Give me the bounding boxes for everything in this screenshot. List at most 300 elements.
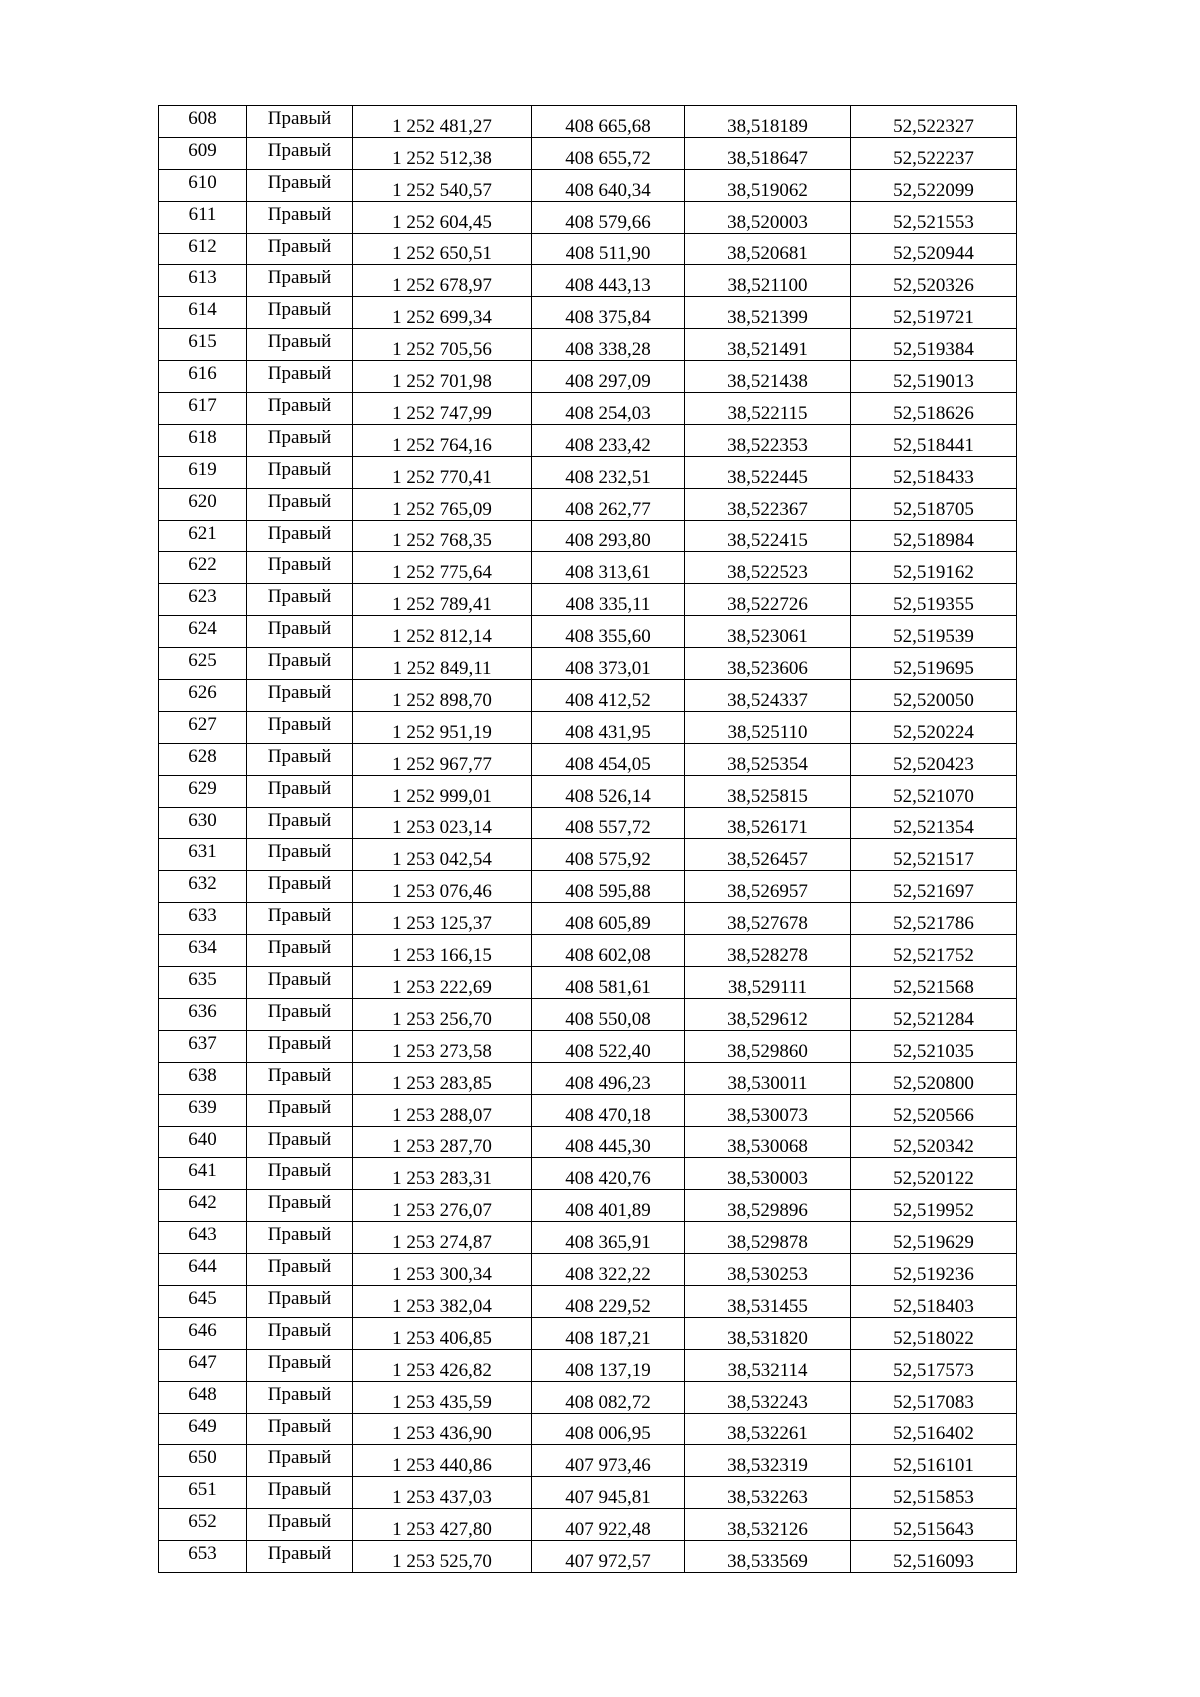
x-coordinate-cell: 1 253 023,14: [353, 807, 532, 839]
point-number-cell: 633: [159, 903, 247, 935]
table-row: [159, 456, 1017, 488]
latitude-cell: 52,521284: [851, 998, 1017, 1030]
longitude-cell: 38,518647: [685, 137, 851, 169]
longitude-cell: 38,532114: [685, 1349, 851, 1381]
latitude-cell: 52,519162: [851, 552, 1017, 584]
y-coordinate-cell: 408 232,51: [532, 456, 685, 488]
x-coordinate-cell: 1 253 125,37: [353, 903, 532, 935]
x-coordinate-cell: 1 253 436,90: [353, 1413, 532, 1445]
y-coordinate-cell: 408 262,77: [532, 488, 685, 520]
point-number-cell: 630: [159, 807, 247, 839]
x-coordinate-cell: 1 252 604,45: [353, 201, 532, 233]
bank-side-cell: Правый: [247, 1158, 353, 1190]
table-row: [159, 935, 1017, 967]
bank-side-cell: Правый: [247, 456, 353, 488]
longitude-cell: 38,526957: [685, 871, 851, 903]
x-coordinate-cell: 1 252 775,64: [353, 552, 532, 584]
longitude-cell: 38,522415: [685, 520, 851, 552]
bank-side-cell: Правый: [247, 297, 353, 329]
longitude-cell: 38,524337: [685, 680, 851, 712]
latitude-cell: 52,520050: [851, 680, 1017, 712]
latitude-cell: 52,522327: [851, 106, 1017, 138]
point-number-cell: 620: [159, 488, 247, 520]
x-coordinate-cell: 1 253 276,07: [353, 1190, 532, 1222]
latitude-cell: 52,515643: [851, 1509, 1017, 1541]
table-row: [159, 839, 1017, 871]
longitude-cell: 38,532126: [685, 1509, 851, 1541]
bank-side-cell: Правый: [247, 393, 353, 425]
bank-side-cell: Правый: [247, 1126, 353, 1158]
longitude-cell: 38,531820: [685, 1317, 851, 1349]
table-row: [159, 1030, 1017, 1062]
longitude-cell: 38,530011: [685, 1062, 851, 1094]
y-coordinate-cell: 408 454,05: [532, 743, 685, 775]
table-row: [159, 201, 1017, 233]
table-row: [159, 520, 1017, 552]
y-coordinate-cell: 408 557,72: [532, 807, 685, 839]
longitude-cell: 38,522367: [685, 488, 851, 520]
x-coordinate-cell: 1 253 283,85: [353, 1062, 532, 1094]
x-coordinate-cell: 1 253 283,31: [353, 1158, 532, 1190]
x-coordinate-cell: 1 252 678,97: [353, 265, 532, 297]
bank-side-cell: Правый: [247, 361, 353, 393]
y-coordinate-cell: 407 973,46: [532, 1445, 685, 1477]
bank-side-cell: Правый: [247, 1349, 353, 1381]
point-number-cell: 623: [159, 584, 247, 616]
point-number-cell: 651: [159, 1477, 247, 1509]
latitude-cell: 52,521354: [851, 807, 1017, 839]
table-row: [159, 265, 1017, 297]
y-coordinate-cell: 408 522,40: [532, 1030, 685, 1062]
point-number-cell: 648: [159, 1381, 247, 1413]
bank-side-cell: Правый: [247, 137, 353, 169]
latitude-cell: 52,519013: [851, 361, 1017, 393]
point-number-cell: 615: [159, 329, 247, 361]
longitude-cell: 38,531455: [685, 1285, 851, 1317]
point-number-cell: 629: [159, 775, 247, 807]
bank-side-cell: Правый: [247, 201, 353, 233]
point-number-cell: 653: [159, 1541, 247, 1573]
longitude-cell: 38,521491: [685, 329, 851, 361]
longitude-cell: 38,525815: [685, 775, 851, 807]
latitude-cell: 52,520326: [851, 265, 1017, 297]
point-number-cell: 650: [159, 1445, 247, 1477]
point-number-cell: 614: [159, 297, 247, 329]
latitude-cell: 52,521517: [851, 839, 1017, 871]
y-coordinate-cell: 408 605,89: [532, 903, 685, 935]
y-coordinate-cell: 408 470,18: [532, 1094, 685, 1126]
longitude-cell: 38,530253: [685, 1254, 851, 1286]
longitude-cell: 38,529896: [685, 1190, 851, 1222]
point-number-cell: 617: [159, 393, 247, 425]
table-row: [159, 648, 1017, 680]
bank-side-cell: Правый: [247, 839, 353, 871]
bank-side-cell: Правый: [247, 1413, 353, 1445]
x-coordinate-cell: 1 253 273,58: [353, 1030, 532, 1062]
bank-side-cell: Правый: [247, 584, 353, 616]
longitude-cell: 38,526171: [685, 807, 851, 839]
x-coordinate-cell: 1 253 274,87: [353, 1222, 532, 1254]
point-number-cell: 636: [159, 998, 247, 1030]
latitude-cell: 52,518984: [851, 520, 1017, 552]
table-row: [159, 137, 1017, 169]
longitude-cell: 38,525110: [685, 711, 851, 743]
latitude-cell: 52,516101: [851, 1445, 1017, 1477]
table-row: [159, 967, 1017, 999]
table-row: [159, 998, 1017, 1030]
point-number-cell: 639: [159, 1094, 247, 1126]
latitude-cell: 52,518705: [851, 488, 1017, 520]
x-coordinate-cell: 1 253 525,70: [353, 1541, 532, 1573]
x-coordinate-cell: 1 253 287,70: [353, 1126, 532, 1158]
bank-side-cell: Правый: [247, 1094, 353, 1126]
y-coordinate-cell: 408 335,11: [532, 584, 685, 616]
bank-side-cell: Правый: [247, 1222, 353, 1254]
longitude-cell: 38,522523: [685, 552, 851, 584]
coordinates-table-body: [159, 106, 1017, 1573]
table-row: [159, 1317, 1017, 1349]
table-row: [159, 1254, 1017, 1286]
table-row: [159, 169, 1017, 201]
table-row: [159, 1285, 1017, 1317]
bank-side-cell: Правый: [247, 1541, 353, 1573]
point-number-cell: 643: [159, 1222, 247, 1254]
bank-side-cell: Правый: [247, 807, 353, 839]
table-row: [159, 1222, 1017, 1254]
longitude-cell: 38,521100: [685, 265, 851, 297]
point-number-cell: 632: [159, 871, 247, 903]
bank-side-cell: Правый: [247, 998, 353, 1030]
y-coordinate-cell: 408 082,72: [532, 1381, 685, 1413]
y-coordinate-cell: 408 137,19: [532, 1349, 685, 1381]
latitude-cell: 52,520224: [851, 711, 1017, 743]
longitude-cell: 38,530003: [685, 1158, 851, 1190]
table-row: [159, 775, 1017, 807]
x-coordinate-cell: 1 252 999,01: [353, 775, 532, 807]
table-row: [159, 1477, 1017, 1509]
y-coordinate-cell: 408 355,60: [532, 616, 685, 648]
table-row: [159, 1349, 1017, 1381]
table-row: [159, 297, 1017, 329]
y-coordinate-cell: 408 293,80: [532, 520, 685, 552]
point-number-cell: 616: [159, 361, 247, 393]
latitude-cell: 52,518433: [851, 456, 1017, 488]
bank-side-cell: Правый: [247, 1445, 353, 1477]
table-row: [159, 488, 1017, 520]
y-coordinate-cell: 407 972,57: [532, 1541, 685, 1573]
table-row: [159, 1126, 1017, 1158]
y-coordinate-cell: 408 550,08: [532, 998, 685, 1030]
latitude-cell: 52,519629: [851, 1222, 1017, 1254]
latitude-cell: 52,522237: [851, 137, 1017, 169]
latitude-cell: 52,517573: [851, 1349, 1017, 1381]
longitude-cell: 38,522353: [685, 424, 851, 456]
longitude-cell: 38,529612: [685, 998, 851, 1030]
x-coordinate-cell: 1 252 481,27: [353, 106, 532, 138]
x-coordinate-cell: 1 252 812,14: [353, 616, 532, 648]
y-coordinate-cell: 408 375,84: [532, 297, 685, 329]
latitude-cell: 52,518403: [851, 1285, 1017, 1317]
x-coordinate-cell: 1 252 789,41: [353, 584, 532, 616]
bank-side-cell: Правый: [247, 935, 353, 967]
x-coordinate-cell: 1 253 300,34: [353, 1254, 532, 1286]
y-coordinate-cell: 407 922,48: [532, 1509, 685, 1541]
longitude-cell: 38,526457: [685, 839, 851, 871]
latitude-cell: 52,515853: [851, 1477, 1017, 1509]
bank-side-cell: Правый: [247, 424, 353, 456]
y-coordinate-cell: 408 229,52: [532, 1285, 685, 1317]
longitude-cell: 38,532263: [685, 1477, 851, 1509]
x-coordinate-cell: 1 253 222,69: [353, 967, 532, 999]
point-number-cell: 652: [159, 1509, 247, 1541]
y-coordinate-cell: 408 511,90: [532, 233, 685, 265]
longitude-cell: 38,532319: [685, 1445, 851, 1477]
longitude-cell: 38,532243: [685, 1381, 851, 1413]
y-coordinate-cell: 408 575,92: [532, 839, 685, 871]
point-number-cell: 622: [159, 552, 247, 584]
x-coordinate-cell: 1 252 768,35: [353, 520, 532, 552]
table-row: [159, 1190, 1017, 1222]
point-number-cell: 649: [159, 1413, 247, 1445]
y-coordinate-cell: 408 420,76: [532, 1158, 685, 1190]
y-coordinate-cell: 408 655,72: [532, 137, 685, 169]
point-number-cell: 640: [159, 1126, 247, 1158]
table-row: [159, 1094, 1017, 1126]
table-row: [159, 329, 1017, 361]
longitude-cell: 38,530073: [685, 1094, 851, 1126]
x-coordinate-cell: 1 252 650,51: [353, 233, 532, 265]
latitude-cell: 52,518022: [851, 1317, 1017, 1349]
bank-side-cell: Правый: [247, 680, 353, 712]
latitude-cell: 52,521553: [851, 201, 1017, 233]
y-coordinate-cell: 408 581,61: [532, 967, 685, 999]
y-coordinate-cell: 408 496,23: [532, 1062, 685, 1094]
point-number-cell: 619: [159, 456, 247, 488]
bank-side-cell: Правый: [247, 775, 353, 807]
x-coordinate-cell: 1 252 701,98: [353, 361, 532, 393]
x-coordinate-cell: 1 253 256,70: [353, 998, 532, 1030]
latitude-cell: 52,517083: [851, 1381, 1017, 1413]
latitude-cell: 52,520423: [851, 743, 1017, 775]
y-coordinate-cell: 408 254,03: [532, 393, 685, 425]
bank-side-cell: Правый: [247, 265, 353, 297]
bank-side-cell: Правый: [247, 1317, 353, 1349]
x-coordinate-cell: 1 252 951,19: [353, 711, 532, 743]
x-coordinate-cell: 1 252 967,77: [353, 743, 532, 775]
point-number-cell: 634: [159, 935, 247, 967]
point-number-cell: 638: [159, 1062, 247, 1094]
table-row: [159, 1413, 1017, 1445]
table-row: [159, 233, 1017, 265]
point-number-cell: 613: [159, 265, 247, 297]
x-coordinate-cell: 1 252 898,70: [353, 680, 532, 712]
table-row: [159, 871, 1017, 903]
point-number-cell: 628: [159, 743, 247, 775]
table-row: [159, 616, 1017, 648]
point-number-cell: 626: [159, 680, 247, 712]
x-coordinate-cell: 1 253 406,85: [353, 1317, 532, 1349]
bank-side-cell: Правый: [247, 488, 353, 520]
bank-side-cell: Правый: [247, 106, 353, 138]
x-coordinate-cell: 1 252 764,16: [353, 424, 532, 456]
bank-side-cell: Правый: [247, 1030, 353, 1062]
point-number-cell: 609: [159, 137, 247, 169]
table-row: [159, 1062, 1017, 1094]
bank-side-cell: Правый: [247, 871, 353, 903]
table-row: [159, 106, 1017, 138]
x-coordinate-cell: 1 252 765,09: [353, 488, 532, 520]
bank-side-cell: Правый: [247, 329, 353, 361]
bank-side-cell: Правый: [247, 520, 353, 552]
latitude-cell: 52,520342: [851, 1126, 1017, 1158]
bank-side-cell: Правый: [247, 967, 353, 999]
x-coordinate-cell: 1 253 426,82: [353, 1349, 532, 1381]
x-coordinate-cell: 1 252 699,34: [353, 297, 532, 329]
longitude-cell: 38,527678: [685, 903, 851, 935]
longitude-cell: 38,520003: [685, 201, 851, 233]
point-number-cell: 646: [159, 1317, 247, 1349]
y-coordinate-cell: 408 431,95: [532, 711, 685, 743]
bank-side-cell: Правый: [247, 1381, 353, 1413]
latitude-cell: 52,519721: [851, 297, 1017, 329]
latitude-cell: 52,521697: [851, 871, 1017, 903]
y-coordinate-cell: 408 445,30: [532, 1126, 685, 1158]
bank-side-cell: Правый: [247, 1509, 353, 1541]
latitude-cell: 52,519236: [851, 1254, 1017, 1286]
y-coordinate-cell: 408 233,42: [532, 424, 685, 456]
point-number-cell: 631: [159, 839, 247, 871]
y-coordinate-cell: 408 401,89: [532, 1190, 685, 1222]
y-coordinate-cell: 408 313,61: [532, 552, 685, 584]
x-coordinate-cell: 1 252 512,38: [353, 137, 532, 169]
table-row: [159, 711, 1017, 743]
latitude-cell: 52,520122: [851, 1158, 1017, 1190]
x-coordinate-cell: 1 253 042,54: [353, 839, 532, 871]
x-coordinate-cell: 1 253 440,86: [353, 1445, 532, 1477]
longitude-cell: 38,529860: [685, 1030, 851, 1062]
point-number-cell: 644: [159, 1254, 247, 1286]
longitude-cell: 38,520681: [685, 233, 851, 265]
point-number-cell: 621: [159, 520, 247, 552]
longitude-cell: 38,518189: [685, 106, 851, 138]
longitude-cell: 38,532261: [685, 1413, 851, 1445]
latitude-cell: 52,519355: [851, 584, 1017, 616]
bank-side-cell: Правый: [247, 1190, 353, 1222]
x-coordinate-cell: 1 253 076,46: [353, 871, 532, 903]
point-number-cell: 642: [159, 1190, 247, 1222]
point-number-cell: 645: [159, 1285, 247, 1317]
bank-side-cell: Правый: [247, 169, 353, 201]
latitude-cell: 52,518626: [851, 393, 1017, 425]
x-coordinate-cell: 1 253 427,80: [353, 1509, 532, 1541]
y-coordinate-cell: 408 338,28: [532, 329, 685, 361]
table-row: [159, 680, 1017, 712]
x-coordinate-cell: 1 253 288,07: [353, 1094, 532, 1126]
y-coordinate-cell: 408 187,21: [532, 1317, 685, 1349]
point-number-cell: 641: [159, 1158, 247, 1190]
point-number-cell: 647: [159, 1349, 247, 1381]
bank-side-cell: Правый: [247, 903, 353, 935]
x-coordinate-cell: 1 253 166,15: [353, 935, 532, 967]
point-number-cell: 635: [159, 967, 247, 999]
latitude-cell: 52,520566: [851, 1094, 1017, 1126]
longitude-cell: 38,523606: [685, 648, 851, 680]
latitude-cell: 52,521035: [851, 1030, 1017, 1062]
latitude-cell: 52,520944: [851, 233, 1017, 265]
y-coordinate-cell: 408 412,52: [532, 680, 685, 712]
y-coordinate-cell: 408 006,95: [532, 1413, 685, 1445]
latitude-cell: 52,520800: [851, 1062, 1017, 1094]
table-row: [159, 393, 1017, 425]
y-coordinate-cell: 408 297,09: [532, 361, 685, 393]
x-coordinate-cell: 1 252 849,11: [353, 648, 532, 680]
point-number-cell: 627: [159, 711, 247, 743]
table-row: [159, 424, 1017, 456]
latitude-cell: 52,516402: [851, 1413, 1017, 1445]
latitude-cell: 52,521786: [851, 903, 1017, 935]
longitude-cell: 38,529111: [685, 967, 851, 999]
bank-side-cell: Правый: [247, 1285, 353, 1317]
point-number-cell: 612: [159, 233, 247, 265]
x-coordinate-cell: 1 252 540,57: [353, 169, 532, 201]
latitude-cell: 52,521568: [851, 967, 1017, 999]
longitude-cell: 38,533569: [685, 1541, 851, 1573]
y-coordinate-cell: 408 373,01: [532, 648, 685, 680]
table-row: [159, 807, 1017, 839]
y-coordinate-cell: 407 945,81: [532, 1477, 685, 1509]
y-coordinate-cell: 408 365,91: [532, 1222, 685, 1254]
latitude-cell: 52,518441: [851, 424, 1017, 456]
longitude-cell: 38,522115: [685, 393, 851, 425]
latitude-cell: 52,521752: [851, 935, 1017, 967]
latitude-cell: 52,519695: [851, 648, 1017, 680]
table-row: [159, 584, 1017, 616]
point-number-cell: 624: [159, 616, 247, 648]
table-row: [159, 361, 1017, 393]
x-coordinate-cell: 1 253 437,03: [353, 1477, 532, 1509]
bank-side-cell: Правый: [247, 743, 353, 775]
table-row: [159, 1541, 1017, 1573]
point-number-cell: 618: [159, 424, 247, 456]
latitude-cell: 52,522099: [851, 169, 1017, 201]
latitude-cell: 52,519384: [851, 329, 1017, 361]
bank-side-cell: Правый: [247, 1062, 353, 1094]
table-row: [159, 552, 1017, 584]
x-coordinate-cell: 1 252 705,56: [353, 329, 532, 361]
longitude-cell: 38,529878: [685, 1222, 851, 1254]
table-row: [159, 743, 1017, 775]
longitude-cell: 38,519062: [685, 169, 851, 201]
latitude-cell: 52,519539: [851, 616, 1017, 648]
bank-side-cell: Правый: [247, 1254, 353, 1286]
y-coordinate-cell: 408 526,14: [532, 775, 685, 807]
x-coordinate-cell: 1 253 435,59: [353, 1381, 532, 1413]
longitude-cell: 38,523061: [685, 616, 851, 648]
bank-side-cell: Правый: [247, 711, 353, 743]
longitude-cell: 38,522726: [685, 584, 851, 616]
point-number-cell: 625: [159, 648, 247, 680]
x-coordinate-cell: 1 253 382,04: [353, 1285, 532, 1317]
table-row: [159, 1158, 1017, 1190]
point-number-cell: 611: [159, 201, 247, 233]
bank-side-cell: Правый: [247, 1477, 353, 1509]
point-number-cell: 610: [159, 169, 247, 201]
longitude-cell: 38,521438: [685, 361, 851, 393]
y-coordinate-cell: 408 322,22: [532, 1254, 685, 1286]
latitude-cell: 52,516093: [851, 1541, 1017, 1573]
table-row: [159, 1445, 1017, 1477]
table-row: [159, 1381, 1017, 1413]
